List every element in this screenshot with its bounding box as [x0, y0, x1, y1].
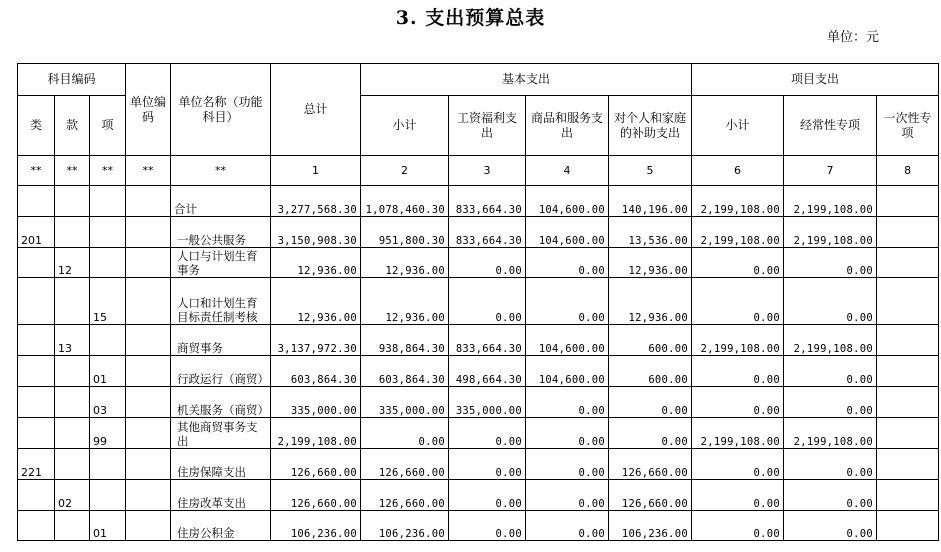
cell-personal-subsidy: 600.00: [609, 325, 692, 356]
cell-unit-code: [126, 418, 171, 449]
cell-unit-name: 行政运行（商贸）: [171, 356, 271, 387]
cell-kuan: 02: [55, 480, 90, 511]
cell-unit-code: [126, 480, 171, 511]
header-basic-subtotal: 小计: [361, 96, 449, 156]
cell-project-subtotal: 2,199,108.00: [692, 217, 784, 248]
header-unit-code: 单位编码: [126, 64, 171, 156]
cell-xiang: [90, 325, 126, 356]
cell-salary: 0.00: [449, 248, 526, 278]
cell-kuan: [55, 511, 90, 541]
table-row: [18, 387, 939, 418]
cell-xiang: 03: [90, 387, 126, 418]
cell-goods-services: 0.00: [526, 387, 609, 418]
cell-project-subtotal: 0.00: [692, 449, 784, 480]
cell-basic-subtotal: 938,864.30: [361, 325, 449, 356]
cell-project-subtotal: 0.00: [692, 278, 784, 325]
cell-salary: 0.00: [449, 480, 526, 511]
cell-onetime-special: [877, 325, 939, 356]
cell-unit-name: 住房保障支出: [171, 449, 271, 480]
cell-total: 2,199,108.00: [271, 418, 361, 449]
cell-regular-special: 2,199,108.00: [784, 217, 877, 248]
cell-regular-special: 0.00: [784, 278, 877, 325]
cell-basic-subtotal: 12,936.00: [361, 278, 449, 325]
header-project-subtotal: 小计: [692, 96, 784, 156]
cell-onetime-special: [877, 278, 939, 325]
cell-personal-subsidy: 600.00: [609, 356, 692, 387]
index-cell: **: [18, 156, 55, 186]
cell-kuan: [55, 217, 90, 248]
cell-xiang: [90, 217, 126, 248]
cell-kuan: [55, 186, 90, 217]
cell-unit-name: 商贸事务: [171, 325, 271, 356]
cell-goods-services: 0.00: [526, 418, 609, 449]
cell-goods-services: 104,600.00: [526, 356, 609, 387]
cell-xiang: [90, 248, 126, 278]
header-project-expense: 项目支出: [692, 64, 939, 96]
cell-total: 126,660.00: [271, 480, 361, 511]
cell-lei: 221: [18, 449, 55, 480]
index-cell: 4: [526, 156, 609, 186]
cell-salary: 0.00: [449, 511, 526, 541]
cell-project-subtotal: 0.00: [692, 511, 784, 541]
cell-salary: 833,664.30: [449, 186, 526, 217]
cell-unit-code: [126, 217, 171, 248]
cell-salary: 0.00: [449, 278, 526, 325]
cell-kuan: [55, 356, 90, 387]
table-row: [18, 325, 939, 356]
cell-basic-subtotal: 335,000.00: [361, 387, 449, 418]
cell-basic-subtotal: 126,660.00: [361, 480, 449, 511]
cell-xiang: [90, 449, 126, 480]
cell-onetime-special: [877, 217, 939, 248]
cell-unit-code: [126, 511, 171, 541]
cell-salary: 0.00: [449, 418, 526, 449]
cell-kuan: [55, 449, 90, 480]
index-cell: 7: [784, 156, 877, 186]
cell-unit-code: [126, 387, 171, 418]
header-subject-code: 科目编码: [18, 64, 126, 96]
cell-lei: [18, 278, 55, 325]
cell-goods-services: 0.00: [526, 449, 609, 480]
index-cell: 3: [449, 156, 526, 186]
table-row: [18, 248, 939, 278]
header-goods-services: 商品和服务支出: [526, 96, 609, 156]
cell-total: 12,936.00: [271, 248, 361, 278]
cell-lei: [18, 511, 55, 541]
cell-personal-subsidy: 126,660.00: [609, 480, 692, 511]
cell-unit-name: 机关服务（商贸）: [171, 387, 271, 418]
cell-personal-subsidy: 0.00: [609, 387, 692, 418]
cell-lei: [18, 325, 55, 356]
cell-unit-name: 住房公积金: [171, 511, 271, 541]
header-total: 总计: [271, 64, 361, 156]
cell-regular-special: 0.00: [784, 387, 877, 418]
cell-lei: 201: [18, 217, 55, 248]
table-row: [18, 356, 939, 387]
cell-xiang: 01: [90, 511, 126, 541]
cell-basic-subtotal: 126,660.00: [361, 449, 449, 480]
cell-regular-special: 0.00: [784, 356, 877, 387]
cell-xiang: [90, 480, 126, 511]
cell-unit-code: [126, 278, 171, 325]
cell-unit-code: [126, 449, 171, 480]
cell-onetime-special: [877, 387, 939, 418]
table-row: [18, 418, 939, 449]
cell-lei: [18, 186, 55, 217]
index-cell: 5: [609, 156, 692, 186]
cell-project-subtotal: 0.00: [692, 387, 784, 418]
cell-lei: [18, 356, 55, 387]
cell-personal-subsidy: 106,236.00: [609, 511, 692, 541]
cell-basic-subtotal: 106,236.00: [361, 511, 449, 541]
header-onetime-special: 一次性专项: [877, 96, 939, 156]
cell-personal-subsidy: 12,936.00: [609, 278, 692, 325]
cell-lei: [18, 387, 55, 418]
cell-xiang: [90, 186, 126, 217]
index-cell: **: [126, 156, 171, 186]
cell-total: 126,660.00: [271, 449, 361, 480]
cell-personal-subsidy: 140,196.00: [609, 186, 692, 217]
cell-total: 3,150,908.30: [271, 217, 361, 248]
cell-onetime-special: [877, 511, 939, 541]
header-regular-special: 经常性专项: [784, 96, 877, 156]
cell-total: 335,000.00: [271, 387, 361, 418]
index-cell: 6: [692, 156, 784, 186]
cell-total: 3,277,568.30: [271, 186, 361, 217]
cell-salary: 833,664.30: [449, 325, 526, 356]
cell-onetime-special: [877, 186, 939, 217]
table-body: [18, 186, 939, 541]
index-cell: 2: [361, 156, 449, 186]
cell-salary: 498,664.30: [449, 356, 526, 387]
cell-personal-subsidy: 126,660.00: [609, 449, 692, 480]
cell-onetime-special: [877, 418, 939, 449]
header-xiang: 项: [90, 96, 126, 156]
table-row: [18, 186, 939, 217]
cell-goods-services: 0.00: [526, 511, 609, 541]
cell-regular-special: 0.00: [784, 480, 877, 511]
cell-total: 106,236.00: [271, 511, 361, 541]
cell-lei: [18, 248, 55, 278]
cell-goods-services: 104,600.00: [526, 186, 609, 217]
index-row: [18, 156, 939, 186]
header-kuan: 款: [55, 96, 90, 156]
cell-goods-services: 0.00: [526, 248, 609, 278]
cell-unit-code: [126, 248, 171, 278]
cell-goods-services: 104,600.00: [526, 325, 609, 356]
cell-total: 3,137,972.30: [271, 325, 361, 356]
header-personal-subsidy: 对个人和家庭的补助支出: [609, 96, 692, 156]
header-lei: 类: [18, 96, 55, 156]
cell-basic-subtotal: 0.00: [361, 418, 449, 449]
cell-regular-special: 0.00: [784, 511, 877, 541]
cell-basic-subtotal: 603,864.30: [361, 356, 449, 387]
cell-project-subtotal: 2,199,108.00: [692, 325, 784, 356]
cell-onetime-special: [877, 449, 939, 480]
page-title: 3. 支出预算总表: [395, 7, 546, 29]
header-basic-expense: 基本支出: [361, 64, 692, 96]
cell-personal-subsidy: 0.00: [609, 418, 692, 449]
budget-table: [17, 63, 939, 541]
cell-salary: 335,000.00: [449, 387, 526, 418]
cell-unit-name: 合计: [171, 186, 271, 217]
table-row: [18, 278, 939, 325]
cell-onetime-special: [877, 248, 939, 278]
index-cell: **: [90, 156, 126, 186]
cell-unit-code: [126, 325, 171, 356]
cell-project-subtotal: 0.00: [692, 356, 784, 387]
cell-basic-subtotal: 1,078,460.30: [361, 186, 449, 217]
table-row: [18, 511, 939, 541]
cell-xiang: 99: [90, 418, 126, 449]
cell-project-subtotal: 0.00: [692, 248, 784, 278]
cell-kuan: [55, 278, 90, 325]
cell-unit-name: 人口与计划生育事务: [171, 248, 271, 278]
cell-regular-special: 2,199,108.00: [784, 186, 877, 217]
cell-regular-special: 2,199,108.00: [784, 418, 877, 449]
cell-goods-services: 0.00: [526, 480, 609, 511]
cell-lei: [18, 480, 55, 511]
cell-unit-name: 一般公共服务: [171, 217, 271, 248]
cell-kuan: 13: [55, 325, 90, 356]
cell-onetime-special: [877, 480, 939, 511]
cell-unit-name: 住房改革支出: [171, 480, 271, 511]
index-cell: **: [55, 156, 90, 186]
cell-lei: [18, 418, 55, 449]
index-cell: **: [171, 156, 271, 186]
index-cell: 1: [271, 156, 361, 186]
header-salary: 工资福利支出: [449, 96, 526, 156]
cell-regular-special: 2,199,108.00: [784, 325, 877, 356]
cell-project-subtotal: 2,199,108.00: [692, 418, 784, 449]
cell-goods-services: 0.00: [526, 278, 609, 325]
cell-basic-subtotal: 951,800.30: [361, 217, 449, 248]
cell-personal-subsidy: 12,936.00: [609, 248, 692, 278]
cell-unit-name: 人口和计划生育目标责任制考核: [171, 278, 271, 325]
cell-kuan: [55, 418, 90, 449]
header-unit-name: 单位名称（功能科目）: [171, 64, 271, 156]
cell-personal-subsidy: 13,536.00: [609, 217, 692, 248]
cell-unit-name: 其他商贸事务支出: [171, 418, 271, 449]
cell-xiang: 15: [90, 278, 126, 325]
index-cell: 8: [877, 156, 939, 186]
unit-label: 单位：元: [826, 30, 879, 45]
cell-unit-code: [126, 356, 171, 387]
cell-total: 12,936.00: [271, 278, 361, 325]
cell-regular-special: 0.00: [784, 449, 877, 480]
cell-total: 603,864.30: [271, 356, 361, 387]
table-row: [18, 480, 939, 511]
cell-project-subtotal: 2,199,108.00: [692, 186, 784, 217]
cell-xiang: 01: [90, 356, 126, 387]
cell-kuan: [55, 387, 90, 418]
cell-salary: 0.00: [449, 449, 526, 480]
cell-salary: 833,664.30: [449, 217, 526, 248]
table-row: [18, 449, 939, 480]
cell-regular-special: 0.00: [784, 248, 877, 278]
cell-basic-subtotal: 12,936.00: [361, 248, 449, 278]
table-row: [18, 217, 939, 248]
cell-onetime-special: [877, 356, 939, 387]
cell-goods-services: 104,600.00: [526, 217, 609, 248]
cell-project-subtotal: 0.00: [692, 480, 784, 511]
cell-kuan: 12: [55, 248, 90, 278]
table-header: [18, 64, 939, 186]
cell-unit-code: [126, 186, 171, 217]
